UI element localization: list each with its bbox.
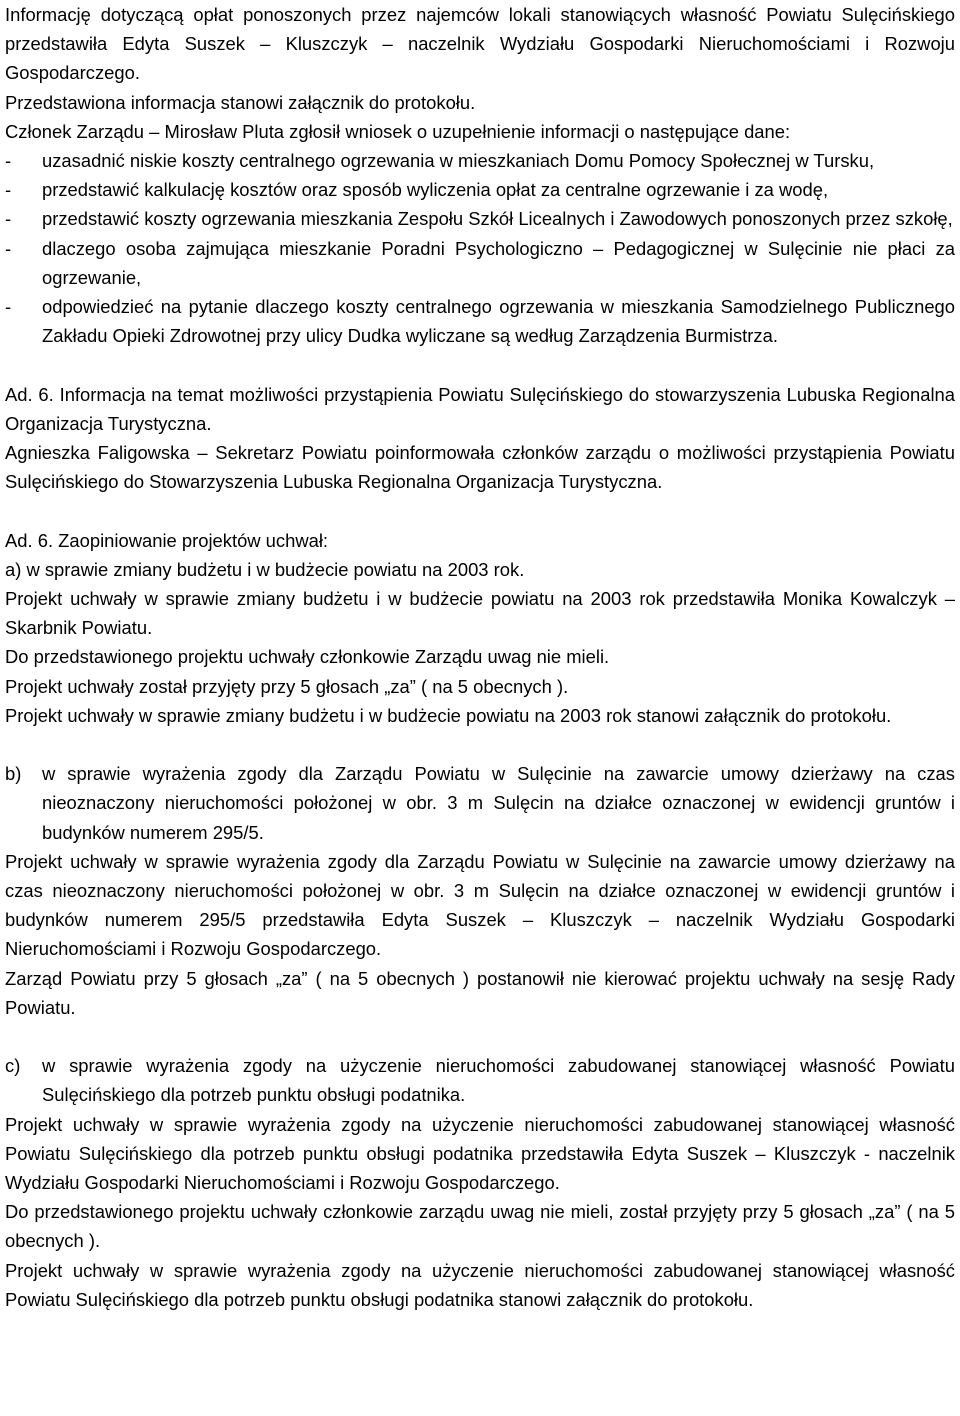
paragraph-attachment-note: Przedstawiona informacja stanowi załącznik do protokołu. — [5, 91, 476, 113]
list-item-text: odpowiedzieć na pytanie dlaczego koszty centralnego ogrzewania w mieszkania Samodzielnego Publicznego Zakładu Opieki Zdrowotnej przy ulicy Dudka wyliczane są według Zarządzenia Burmistrza. — [42, 296, 955, 347]
list-marker: - — [5, 179, 12, 201]
list-item — [5, 175, 955, 204]
list-item-text: dlaczego osoba zajmująca mieszkanie Poradni Psychologiczno – Pedagogicznej w Sulęcinie nie płaci za ogrzewanie, — [42, 237, 955, 288]
item-a-title: a) w sprawie zmiany budżetu i w budżecie powiatu na 2003 rok. — [5, 558, 525, 580]
list-item — [5, 204, 955, 233]
spacer — [5, 496, 955, 525]
item-a-remarks: Do przedstawionego projektu uchwały członkowie Zarządu uwag nie mieli. — [5, 646, 610, 668]
list-item-text: przedstawić kalkulację kosztów oraz sposób wyliczenia opłat za centralne ogrzewanie i za wodę, — [42, 179, 829, 201]
list-item — [5, 146, 955, 175]
item-c-vote: Do przedstawionego projektu uchwały członkowie zarządu uwag nie mieli, został przyjęty przy 5 głosach „za” ( na 5 obecnych ). — [5, 1201, 955, 1252]
paragraph-association-info: Agnieszka Faligowska – Sekretarz Powiatu poinformowała członków zarządu o możliwości przystąpienia Powiatu Sulęcińskiego do Stowarzyszenia Lubuska Regionalna Organizacja Turystyczna. — [5, 442, 955, 493]
item-a-attachment: Projekt uchwały w sprawie zmiany budżetu i w budżecie powiatu na 2003 rok stanowi załącznik do protokołu. — [5, 704, 892, 726]
paragraph-intro-fees: Informację dotyczącą opłat ponoszonych przez najemców lokali stanowiących własność Powiatu Sulęcińskiego przedstawiła Edyta Suszek – Kluszczyk – naczelnik Wydziału Gospodarki Nieruchomościami i Rozwoju Gospodarczego. — [5, 4, 955, 84]
section-heading-ad6-association: Ad. 6. Informacja na temat możliwości przystąpienia Powiatu Sulęcińskiego do stowarzyszenia Lubuska Regionalna Organizacja Turystyczna. — [5, 383, 955, 434]
list-item-text: uzasadnić niskie koszty centralnego ogrzewania w mieszkaniach Domu Pomocy Społecznej w Tursku, — [42, 150, 875, 172]
section-heading-ad6-resolutions: Ad. 6. Zaopiniowanie projektów uchwał: — [5, 529, 329, 551]
paragraph-motion: Członek Zarządu – Mirosław Pluta zgłosił wniosek o uzupełnienie informacji o następujące dane: — [5, 120, 791, 142]
item-a-vote: Projekt uchwały został przyjęty przy 5 głosach „za” ( na 5 obecnych ). — [5, 675, 569, 697]
list-item — [5, 234, 955, 292]
spacer — [5, 1022, 955, 1051]
item-c-marker: c) — [5, 1055, 21, 1077]
item-b-decision: Zarząd Powiatu przy 5 głosach „za” ( na 5 obecnych ) postanowił nie kierować projektu uchwały na sesję Rady Powiatu. — [5, 967, 955, 1018]
item-c-presentation: Projekt uchwały w sprawie wyrażenia zgody na użyczenie nieruchomości zabudowanej stanowiącej własność Powiatu Sulęcińskiego dla potrzeb punktu obsługi podatnika przedstawiła Edyta Suszek – Kluszczyk - naczelnik Wydziału Gospodarki Nieruchomościami i Rozwoju Gospodarczego. — [5, 1113, 955, 1194]
spacer — [5, 350, 955, 379]
spacer — [5, 730, 955, 759]
item-b-marker: b) — [5, 763, 22, 785]
list-item — [5, 292, 955, 350]
list-marker: - — [5, 296, 12, 318]
item-c-title-row — [5, 1051, 955, 1109]
requests-list — [5, 146, 955, 350]
item-c-title: w sprawie wyrażenia zgody na użyczenie nieruchomości zabudowanej stanowiącej własność Powiatu Sulęcińskiego dla potrzeb punktu obsługi podatnika. — [42, 1055, 955, 1106]
list-marker: - — [5, 150, 12, 172]
item-b-title-row — [5, 759, 955, 847]
document-page — [5, 0, 955, 1314]
list-item-text: przedstawić koszty ogrzewania mieszkania Zespołu Szkół Licealnych i Zawodowych ponoszonych przez szkołę, — [42, 208, 953, 230]
list-marker: - — [5, 237, 12, 259]
item-a-presentation: Projekt uchwały w sprawie zmiany budżetu i w budżecie powiatu na 2003 rok przedstawiła Monika Kowalczyk – Skarbnik Powiatu. — [5, 588, 955, 639]
list-marker: - — [5, 208, 12, 230]
item-c-attachment: Projekt uchwały w sprawie wyrażenia zgody na użyczenie nieruchomości zabudowanej stanowiącej własność Powiatu Sulęcińskiego dla potrzeb punktu obsługi podatnika stanowi załącznik do protokołu. — [5, 1259, 955, 1310]
item-b-title: w sprawie wyrażenia zgody dla Zarządu Powiatu w Sulęcinie na zawarcie umowy dzierżawy na czas nieoznaczony nieruchomości położonej w obr. 3 m Sulęcin na działce oznaczonej w ewidencji gruntów i budynków numerem 295/5. — [42, 763, 955, 843]
item-b-presentation: Projekt uchwały w sprawie wyrażenia zgody dla Zarządu Powiatu w Sulęcinie na zawarcie umowy dzierżawy na czas nieoznaczony nieruchomości położonej w obr. 3 m Sulęcin na działce oznaczonej w ewidencji gruntów i budynków numerem 295/5 przedstawiła Edyta Suszek – Kluszczyk – naczelnik Wydziału Gospodarki Nieruchomościami i Rozwoju Gospodarczego. — [5, 850, 955, 960]
